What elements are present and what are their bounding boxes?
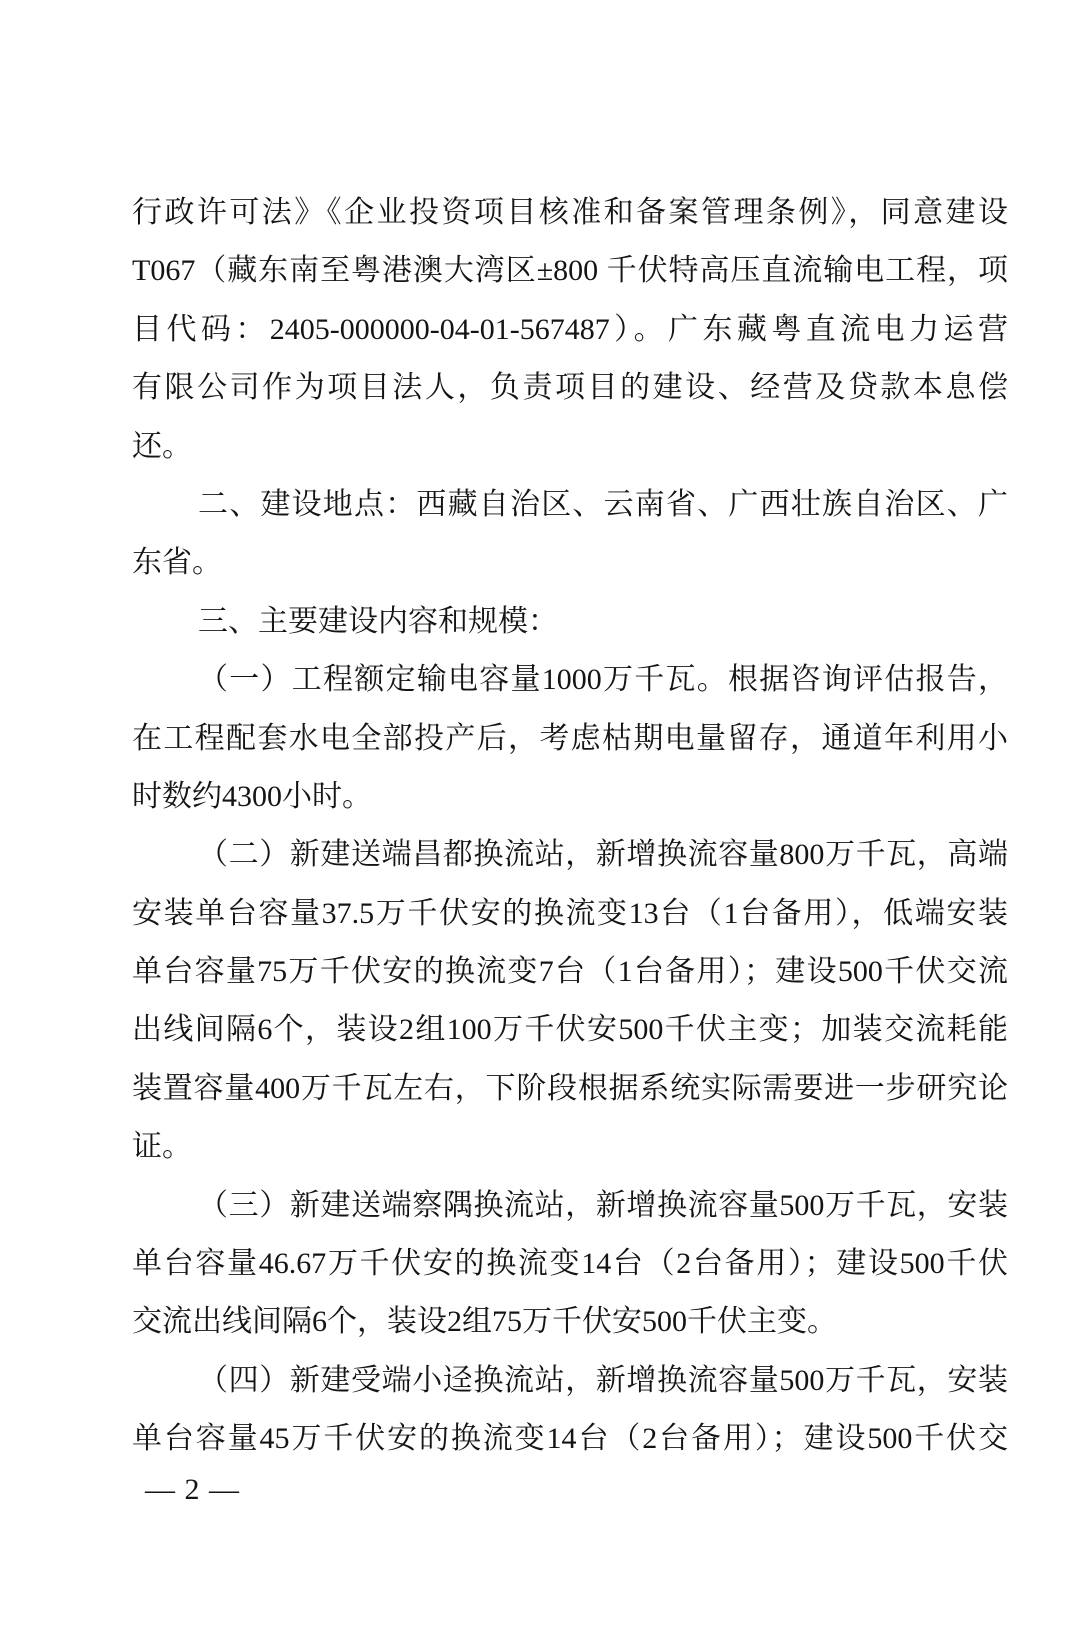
document-line: （四）新建受端小迳换流站，新增换流容量500万千瓦，安装 bbox=[198, 1363, 1008, 1397]
document-line: 行政许可法》《企业投资项目核准和备案管理条例》，同意建设 bbox=[132, 196, 1008, 229]
document-line: 单台容量45万千伏安的换流变14台（2台备用）；建设500千伏交 bbox=[132, 1422, 1008, 1456]
document-line: 目代码：2405-000000-04-01-567487）。广东藏粤直流电力运营 bbox=[132, 312, 1008, 346]
document-line: 东省。 bbox=[132, 546, 222, 580]
document-line: 有限公司作为项目法人，负责项目的建设、经营及贷款本息偿 bbox=[132, 371, 1008, 405]
document-line: 单台容量75万千伏安的换流变7台（1台备用）；建设500千伏交流 bbox=[132, 955, 1008, 989]
document-line: 交流出线间隔6个，装设2组75万千伏安500千伏主变。 bbox=[132, 1305, 837, 1339]
document-line: （二）新建送端昌都换流站，新增换流容量800万千瓦，高端 bbox=[198, 838, 1008, 872]
document-line: 单台容量46.67万千伏安的换流变14台（2台备用）；建设500千伏 bbox=[132, 1247, 1008, 1281]
document-line: 安装单台容量37.5万千伏安的换流变13台（1台备用），低端安装 bbox=[132, 896, 1008, 930]
document-line: 三、主要建设内容和规模： bbox=[198, 604, 558, 638]
document-line: 在工程配套水电全部投产后，考虑枯期电量留存，通道年利用小 bbox=[132, 721, 1008, 755]
document-line: 二、建设地点：西藏自治区、云南省、广西壮族自治区、广 bbox=[198, 487, 1008, 521]
document-line: 装置容量400万千瓦左右，下阶段根据系统实际需要进一步研究论 bbox=[132, 1071, 1008, 1105]
document-line: 证。 bbox=[132, 1130, 192, 1164]
page-number: — 2 — bbox=[145, 1473, 240, 1506]
document-line: 还。 bbox=[132, 429, 192, 463]
document-body bbox=[132, 184, 1008, 1469]
document-line: 时数约4300小时。 bbox=[132, 779, 372, 813]
document-line: （三）新建送端察隅换流站，新增换流容量500万千瓦，安装 bbox=[198, 1188, 1008, 1222]
document-line: （一）工程额定输电容量1000万千瓦。根据咨询评估报告， bbox=[198, 663, 1008, 697]
document-line: 出线间隔6个，装设2组100万千伏安500千伏主变；加装交流耗能 bbox=[132, 1013, 1008, 1047]
document-line: T067（藏东南至粤港澳大湾区±800 千伏特高压直流输电工程，项 bbox=[132, 254, 1008, 288]
